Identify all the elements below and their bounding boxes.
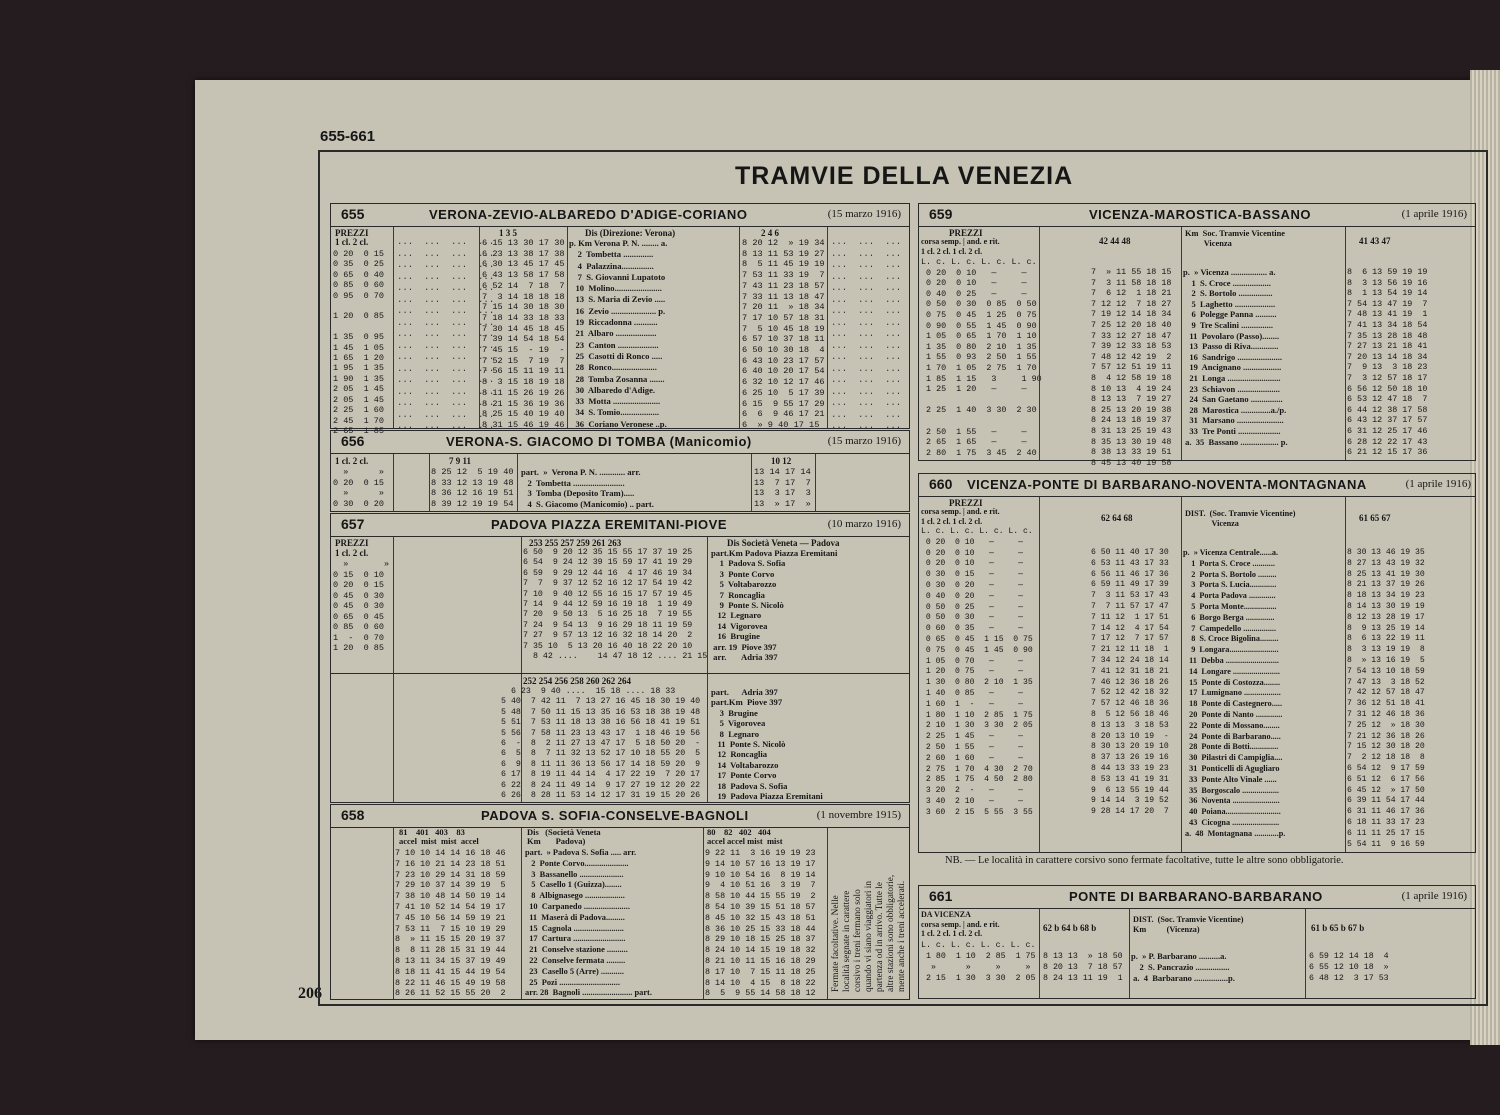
- empty-columns: ... ... ... ... ... ... ... ... ... ... ... ... ... ... ... ... ... ... ... ... ... ... ... ... ... ... ... ... ... ... ... ... ... ... ... ... ... ... ... ... ... ... ... ... ... ... ... ... ... ... ...: [831, 237, 902, 431]
- stations-header: Dis Società Veneta — Padova: [727, 538, 840, 548]
- table-number: 656: [341, 433, 365, 449]
- table-657: [330, 513, 910, 803]
- down-times: 8 13 13 » 18 50 8 20 13 7 18 57 8 24 13 11 19 1: [1043, 952, 1123, 983]
- table-661: [918, 885, 1476, 999]
- table-date: (1 aprile 1916): [1405, 478, 1471, 490]
- down-trains-header: 1 3 5: [499, 228, 517, 238]
- prices-label: PREZZI: [335, 228, 369, 238]
- down-trains-header: 42 44 48: [1099, 236, 1131, 246]
- down-times: 6 50 9 20 12 35 15 55 17 37 19 25 6 54 9 24 12 39 15 59 17 41 19 29 6 59 9 29 12 44 16 4 17 46 19 34 7 7 9 37 12 52 16 12 17 54 19 42 7 10 9 40 12 55 16 15 17 57 19 45 7 14 9 44 12 59 16 19 18 1 19 49 7 20 9 50 13 5 16 25 18 7 19 55 7 24 9 54 13 9 16 29 18 11 19 59 7 27 9 57 13 12 16 32 18 14 20 2 7 35 10 5 13 20 16 40 18 22 20 10 8 42 .... 14 47 18 12 .... 21 15: [523, 548, 708, 662]
- table-number: 655: [341, 206, 365, 222]
- table-date: (15 marzo 1916): [827, 435, 901, 447]
- up-times: 8 20 12 » 19 34 8 13 11 53 19 27 8 5 11 45 19 19 7 53 11 33 19 7 7 43 11 23 18 57 7 33 11 13 18 47 7 20 11 » 18 34 7 17 10 57 18 31 7 5 10 45 18 19 6 57 10 37 18 11 6 50 10 30 18 4 6 43 10 23 17 57 6 40 10 20 17 54 6 32 10 12 17 46 6 25 10 5 17 39 6 15 9 55 17 29 6 6 9 46 17 21 6 » 9 40 17 15: [742, 238, 825, 430]
- up-times: 6 59 12 14 18 4 6 55 12 10 18 » 6 48 12 3 17 53: [1309, 952, 1389, 983]
- up-trains-header: 61 65 67: [1359, 513, 1391, 523]
- price-columns: corsa semp. | and. e rit. 1 cl. 2 cl. 1 cl. 2 cl.: [921, 507, 1000, 526]
- table-658: [330, 804, 910, 1000]
- stations: p. » Vicenza Centrale......a. 1 Porta S. Croce ........... 2 Porta S. Bortolo ......... 3 Porta S. Lucia............. 4 Porta Padova ............. 5 Porta Monte................ 6 Borgo Berga .............. 7 Campedello ................ 8 S. Croce Bigolina......... 9 Longara........................ 11 Debba .......................... 14 Longare ....................... 15 Ponte di Costozza........ 17 Lumignano .................. 18 Ponte di Castegnero..... 20 Ponte di Nanto ............. 22 Ponte di Mossano........ 24 Ponte di Barbarano..... 28 Ponte di Botti.............. 30 Pilastri di Campiglia.... 31 Ponticelli di Agugliaro 33 Ponte Alto Vinale ...... 35 Borgoscalo .................. 36 Noventa ....................... 40 Poiana........................... 43 Cicogna ....................... a. 48 Montagnana ............p.: [1183, 548, 1286, 838]
- stations: p. » P. Barbarano ..........a. 2 S. Pancrazio ................ a. 4 Barbarano ................p.: [1131, 951, 1235, 983]
- table-title: PADOVA S. SOFIA-CONSELVE-BAGNOLI: [481, 808, 749, 823]
- table-658-header: [331, 805, 909, 828]
- down-times: 7 10 10 14 14 16 18 46 7 16 10 21 14 23 18 51 7 23 10 29 14 31 18 59 7 29 10 37 14 39 19 5 7 38 10 48 14 50 19 14 7 41 10 52 14 54 19 17 7 45 10 56 14 59 19 21 7 53 11 7 15 10 19 29 8 » 11 15 15 20 19 37 8 8 11 28 15 31 19 44 8 13 11 34 15 37 19 49 8 18 11 41 15 44 19 54 8 22 11 46 15 49 19 58 8 26 11 52 15 55 20 2: [395, 848, 506, 999]
- prices: L. c. L. c. L. c. L. c. 0 20 0 10 — — 0 20 0 10 — — 0 20 0 10 — — 0 30 0 15 — — 0 30 0 20 — — 0 40 0 20 — — 0 50 0 25 — — 0 50 0 30 — — 0 60 0 35 — — 0 65 0 45 1 15 0 75 0 75 0 45 1 45 0 90 1 05 0 70 — — 1 20 0 75 — — 1 30 0 80 2 10 1 35 1 40 0 85 — — 1 60 1 - — — 1 80 1 10 2 85 1 75 2 10 1 30 3 30 2 05 2 25 1 45 — — 2 50 1 55 — — 2 60 1 60 — — 2 75 1 70 4 30 2 70 2 85 1 75 4 50 2 80 3 20 2 - — — 3 40 2 10 — — 3 60 2 15 5 55 3 55: [921, 527, 1033, 817]
- page-number: 206: [298, 985, 322, 1002]
- table-655: [330, 203, 910, 436]
- up-times: 9 22 11 3 16 19 19 23 9 14 10 57 16 13 19 17 9 10 10 54 16 8 19 14 9 4 10 51 16 3 19 7 8 58 10 44 15 55 19 2 8 54 10 39 15 51 18 57 8 45 10 32 15 43 18 51 8 36 10 25 15 33 18 44 8 29 10 18 15 25 18 37 8 24 10 14 15 19 18 32 8 21 10 11 15 16 18 29 8 17 10 7 15 11 18 25 8 14 10 4 15 8 18 22 8 5 9 55 14 58 18 12: [705, 848, 816, 999]
- table-number: 659: [929, 206, 953, 222]
- stations-header: DIST. (Soc. Tramvie Vicentine) Km (Vicenza): [1133, 915, 1244, 934]
- table-title: PADOVA PIAZZA EREMITANI-PIOVE: [491, 517, 727, 532]
- table-656-header: [331, 431, 909, 454]
- stations-header: DIST. (Soc. Tramvie Vicentine) Vicenza: [1185, 509, 1296, 528]
- down-trains-header: 62 b 64 b 68 b: [1043, 923, 1097, 933]
- down-trains-header: 62 64 68: [1101, 513, 1133, 523]
- up-stations: part. Adria 397 part.Km Piove 397 3 Brugine 5 Vigorovea 8 Legnaro 11 Ponte S. Nicolò 12 Roncaglia 14 Voltabarozzo 17 Ponte Corvo 18 Padova S. Sofia 19 Padova Piazza Eremitani: [711, 687, 823, 802]
- down-trains-header: 7 9 11: [449, 456, 472, 466]
- prices: L. c. L. c. L. c. L. c. 0 20 0 10 — — 0 20 0 10 — — 0 40 0 25 — — 0 50 0 30 0 85 0 50 0 75 0 45 1 25 0 75 0 90 0 55 1 45 0 90 1 05 0 65 1 70 1 10 1 35 0 80 2 10 1 35 1 55 0 93 2 50 1 55 1 70 1 05 2 75 1 70 1 85 1 15 3 1 90 1 25 1 20 — — 2 25 1 40 3 30 2 30 2 50 1 55 — — 2 65 1 65 — — 2 80 1 75 3 45 2 40: [921, 257, 1042, 458]
- table-655-header: [331, 204, 909, 227]
- down-times: 6 15 13 30 17 30 6 23 13 38 17 38 6 30 13 45 17 45 6 43 13 58 17 58 6 52 14 7 18 7 7 3 14 18 18 18 7 15 14 30 18 30 7 18 14 33 18 33 7 30 14 45 18 45 7 39 14 54 18 54 7 45 15 - 19 - 7 52 15 7 19 7 7 56 15 11 19 11 8 3 15 18 19 18 8 11 15 26 19 26 8 21 15 36 19 36 8 25 15 40 19 40 8 31 15 46 19 46: [482, 238, 565, 430]
- stations-header: Dis (Direzione: Verona): [585, 228, 676, 238]
- prices-label: PREZZI: [949, 228, 983, 238]
- table-659: [918, 203, 1476, 468]
- up-trains-header: 2 4 6: [761, 228, 779, 238]
- up-trains-header: 61 b 65 b 67 b: [1311, 923, 1365, 933]
- stations: p. » Vicenza ................. a. 1 S. Croce .................. 2 S. Bortolo ................ 5 Laghetto ................... 6 Polegge Panna .......... 9 Tre Scalini ............... 11 Povolaro (Passo)........ 13 Passo di Riva............. 16 Sandrigo ..................... 19 Ancignano .................. 21 Longa ......................... 23 Schiavon .................... 24 San Gaetano ............... 28 Marostica ..............a./p. 31 Marsano ...................... 33 Tre Ponti .................... a. 35 Bassano .................. p.: [1183, 267, 1288, 447]
- up-trains-header: 252 254 256 258 260 262 264: [523, 676, 631, 686]
- price-columns: DA VICENZA corsa semp. | and. e rit. 1 cl. 2 cl. 1 cl. 2 cl.: [921, 910, 1000, 938]
- table-660: [918, 473, 1476, 853]
- prices: L. c. L. c. L. c. L. c. 1 80 1 10 2 85 1 75 » » » » 2 15 1 30 3 30 2 05: [921, 941, 1036, 983]
- up-trains-header: 41 43 47: [1359, 236, 1391, 246]
- stations: p. Km Verona P. N. ........ a. 2 Tombetta .............. 4 Palazzina............... 7 S. Giovanni Lupatoto 10 Molino...................... 13 S. Maria di Zevio ..... 16 Zevio ..................... p. 19 Riccadonna ........... 21 Albaro ................... 23 Canton ................... 25 Casotti di Ronco ..... 28 Ronco..................... 28 Tomba Zosanna ....... 30 Albaredo d'Adige. 33 Motta ...................... 34 S. Tomio.................. 36 Coriano Veronese ..p.: [569, 238, 668, 429]
- price-columns: 1 cl. 2 cl.: [335, 237, 369, 247]
- price-columns: 1 cl. 2 cl.: [335, 548, 369, 558]
- table-title: VERONA-ZEVIO-ALBAREDO D'ADIGE-CORIANO: [429, 207, 748, 222]
- table-number: 657: [341, 516, 365, 532]
- table-date: (10 marzo 1916): [827, 518, 901, 530]
- prices-label: PREZZI: [949, 498, 983, 508]
- table-date: (15 marzo 1916): [827, 208, 901, 220]
- stations-header: Km Soc. Tramvie Vicentine Vicenza: [1185, 229, 1285, 248]
- up-trains-header: 10 12: [771, 456, 792, 466]
- table-656: [330, 430, 910, 512]
- table-title: VERONA-S. GIACOMO DI TOMBA (Manicomio): [446, 434, 752, 449]
- up-times: 6 23 9 40 .... 15 18 .... 18 33 5 40 7 42 11 7 13 27 16 45 18 30 19 40 5 48 7 50 11 15 13 35 16 53 18 38 19 48 5 51 7 53 11 18 13 38 16 56 18 41 19 51 5 56 7 58 11 23 13 43 17 1 18 46 19 56 6 - 8 2 11 27 13 47 17 5 18 50 20 - 6 5 8 7 11 32 13 52 17 10 18 55 20 5 6 9 8 11 11 36 13 56 17 14 18 59 20 9 6 17 8 19 11 44 14 4 17 22 19 7 20 17 6 22 8 24 11 49 14 9 17 27 19 12 20 22 6 26 8 28 11 53 14 12 17 31 19 15 20 26: [501, 687, 701, 801]
- main-title: TRAMVIE DELLA VENEZIA: [735, 162, 1074, 190]
- up-trains-header: 80 82 402 404 accel accel mist mist: [707, 827, 783, 846]
- up-times: 8 30 13 46 19 35 8 27 13 43 19 32 8 25 13 41 19 30 8 21 13 37 19 26 8 18 13 34 19 23 8 14 13 30 19 19 8 12 13 28 19 17 8 9 13 25 19 14 8 6 13 22 19 11 8 3 13 19 19 8 8 » 13 16 19 5 7 54 13 10 18 59 7 47 13 3 18 52 7 42 12 57 18 47 7 36 12 51 18 41 7 31 12 46 18 36 7 25 12 » 18 30 7 21 12 36 18 26 7 15 12 30 18 20 7 2 12 18 18 8 6 54 12 9 17 59 6 51 12 6 17 56 6 45 12 » 17 50 6 39 11 54 17 44 6 31 11 46 17 36 6 18 11 33 17 23 6 11 11 25 17 15 5 54 11 9 16 59: [1347, 548, 1425, 849]
- table-date: (1 aprile 1916): [1401, 208, 1467, 220]
- table-661-header: [919, 886, 1475, 909]
- table-title: VICENZA-PONTE DI BARBARANO-NOVENTA-MONTAGNANA: [967, 477, 1367, 492]
- down-times: 8 25 12 5 19 40 8 33 12 13 19 48 8 36 12 16 19 51 8 39 12 19 19 54: [431, 467, 514, 509]
- footnote: NB. — Le località in carattere corsivo sono fermate facoltative, tutte le altre sono obbligatorie.: [945, 855, 1344, 866]
- up-times: 13 14 17 14 13 7 17 7 13 3 17 3 13 » 17 »: [754, 467, 811, 509]
- prices: 0 20 0 15 0 35 0 25 0 65 0 40 0 85 0 60 0 95 0 70 1 20 0 85 1 35 0 95 1 45 1 05 1 65 1 20 1 95 1 35 1 90 1 35 2 05 1 45 2 05 1 45 2 25 1 60 2 45 1 70 2 65 1 85: [333, 249, 385, 436]
- down-trains-header: 253 255 257 259 261 263: [529, 538, 622, 548]
- table-date: (1 novembre 1915): [816, 809, 901, 821]
- stations: part. » Padova S. Sofia ..... arr. 2 Ponte Corvo..................... 3 Bassanello ..................... 5 Casello 1 (Guizza)........ 8 Albignasego ................... 10 Carpanedo ...................... 11 Maserà di Padova......... 15 Cagnola ........................ 17 Cartura ......................... 21 Conselve stazione .......... 22 Conselve fermata ......... 23 Casello 5 (Arre) ........... 25 Pozi ............................. arr. 28 Bagnoli ........................ part.: [525, 848, 652, 998]
- facultative-stops-note: Fermate facoltative. Nelle località segnate in carattere corsivo i treni fermano solo quando vi siano viaggiatori in partenza od in arrivo. Tutte le altre stazioni sono obbligatorie, mente anche i treni accelerati.: [831, 874, 907, 992]
- table-number: 661: [929, 888, 953, 904]
- up-times: 8 6 13 59 19 19 8 3 13 56 19 16 8 1 13 54 19 14 7 54 13 47 19 7 7 48 13 41 19 1 7 41 13 34 18 54 7 35 13 28 18 48 7 27 13 21 18 41 7 20 13 14 18 34 7 9 13 3 18 23 7 3 12 57 18 17 6 56 12 50 18 10 6 53 12 47 18 7 6 44 12 38 17 58 6 43 12 37 17 57 6 31 12 25 17 46 6 28 12 22 17 43 6 21 12 15 17 36: [1347, 267, 1428, 458]
- stations-header: Dis (Società Veneta Km Padova): [527, 827, 601, 846]
- down-times: 6 50 11 40 17 30 6 53 11 43 17 33 6 56 11 46 17 36 6 59 11 49 17 39 7 3 11 53 17 43 7 7 11 57 17 47 7 11 12 1 17 51 7 14 12 4 17 54 7 17 12 7 17 57 7 21 12 11 18 1 7 34 12 24 18 14 7 41 12 31 18 21 7 46 12 36 18 26 7 52 12 42 18 32 7 57 12 46 18 36 8 5 12 56 18 46 8 13 13 3 18 53 8 20 13 10 19 - 8 30 13 20 19 10 8 37 13 26 19 16 8 44 13 33 19 23 8 53 13 41 19 31 9 6 13 55 19 44 9 14 14 3 19 52 9 28 14 17 20 7: [1091, 548, 1169, 817]
- prices-label: PREZZI: [335, 538, 369, 548]
- empty-columns: ... ... ... ... ... ... ... ... ... ... ... ... ... ... ... ... ... ... ... ... ... ... ... ... ... ... ... ... ... ... ... ... ... ... ... ... ... ... ... ... ... ... ... ... ... ... ... ... ... ... ... ... ... ... ... ... ... ... ... ... ... ... ... ... ... ... ... ...: [397, 237, 495, 431]
- table-660-header: [919, 474, 1475, 497]
- down-times: 7 » 11 55 18 15 7 3 11 58 18 18 7 6 12 1 18 21 7 12 12 7 18 27 7 19 12 14 18 34 7 25 12 20 18 40 7 33 12 27 18 47 7 39 12 33 18 53 7 48 12 42 19 2 7 57 12 51 19 11 8 4 12 58 19 18 8 10 13 4 19 24 8 13 13 7 19 27 8 25 13 20 19 38 8 24 13 18 19 37 8 31 13 25 19 43 8 35 13 30 19 48 8 38 13 33 19 51 8 45 13 40 19 58: [1091, 267, 1172, 468]
- table-657-header: [331, 514, 909, 537]
- prices: » » 0 20 0 15 » » 0 30 0 20: [333, 467, 385, 509]
- table-title: VICENZA-MAROSTICA-BASSANO: [1089, 207, 1311, 222]
- price-columns: corsa semp. | and. e rit. 1 cl. 2 cl. 1 cl. 2 cl.: [921, 237, 1000, 256]
- page-range: 655-661: [320, 128, 376, 145]
- stations: part. » Verona P. N. ............ arr. 2 Tombetta ........................ 3 Tomba (Deposito Tram)..... 4 S. Giacomo (Manicomio) .. part.: [521, 467, 654, 509]
- prices: » » 0 15 0 10 0 20 0 15 0 45 0 30 0 45 0 30 0 65 0 45 0 85 0 60 1 - 0 70 1 20 0 85: [333, 559, 390, 653]
- stations: part.Km Padova Piazza Eremitani 1 Padova S. Sofia 3 Ponte Corvo 5 Voltabarozzo 7 Roncaglia 9 Ponte S. Nicolò 12 Legnaro 14 Vigorovea 16 Brugine arr. 19 Piove 397 arr. Adria 397: [711, 548, 838, 663]
- price-columns: 1 cl. 2 cl.: [335, 456, 369, 466]
- down-trains-header: 81 401 403 83 accel mist mist accel: [399, 827, 479, 846]
- table-title: PONTE DI BARBARANO-BARBARANO: [1069, 889, 1323, 904]
- table-659-header: [919, 204, 1475, 227]
- table-number: 658: [341, 807, 365, 823]
- table-number: 660: [929, 476, 953, 492]
- table-date: (1 aprile 1916): [1401, 890, 1467, 902]
